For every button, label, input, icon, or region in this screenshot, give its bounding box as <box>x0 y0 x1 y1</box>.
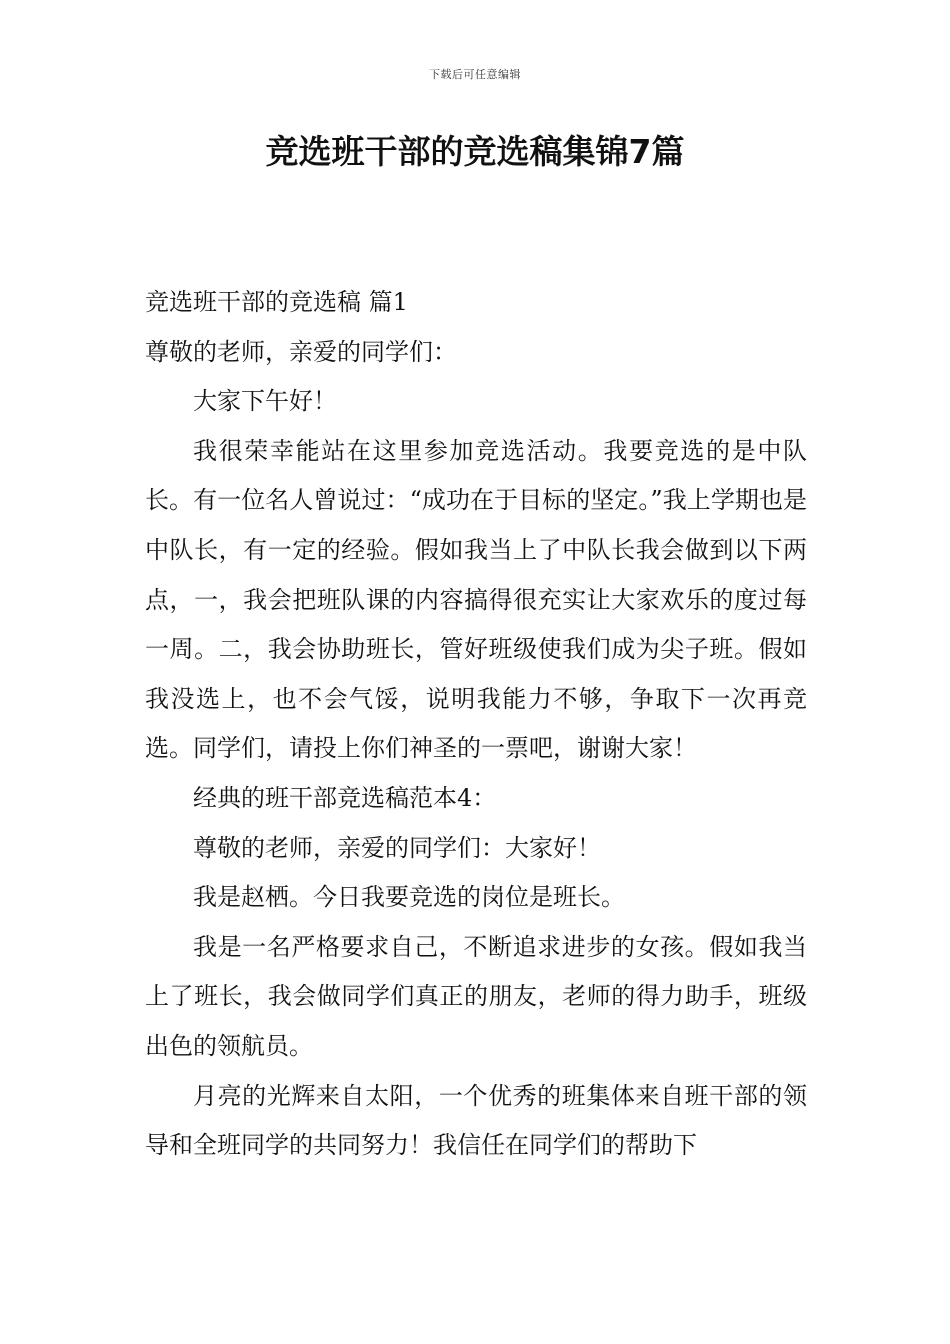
body-paragraph: 我是赵栖。今日我要竞选的岗位是班长。 <box>193 883 625 912</box>
document-title: 竞选班干部的竞选稿集锦7篇 <box>265 132 685 171</box>
salutation-paragraph-2: 尊敬的老师，亲爱的同学们：大家好！ <box>193 833 601 862</box>
document-body <box>145 278 807 1171</box>
body-paragraph: 月亮的光辉来自太阳，一个优秀的班集体来自班干部的领导和全班同学的共同努力！我信任在同学们的帮助下 <box>145 1081 807 1160</box>
body-paragraph: 我是一名严格要求自己，不断追求进步的女孩。假如我当上了班长，我会做同学们真正的朋友，老师的得力助手，班级出色的领航员。 <box>145 932 807 1060</box>
sample-heading-paragraph: 经典的班干部竞选稿范本4： <box>193 783 497 812</box>
salutation-paragraph: 尊敬的老师，亲爱的同学们： <box>145 337 457 366</box>
section-heading: 竞选班干部的竞选稿 篇1 <box>145 288 408 316</box>
greeting-paragraph: 大家下午好！ <box>193 387 337 416</box>
header-note: 下载后可任意编辑 <box>429 68 521 81</box>
body-paragraph: 我很荣幸能站在这里参加竞选活动。我要竞选的是中队长。有一位名人曾说过：“成功在于目标的坚定。”我上学期也是中队长，有一定的经验。假如我当上了中队长我会做到以下两点，一，我会把班队课的内容搞得很充实让大家欢乐的度过每一周。二，我会协助班长，管好班级使我们成为尖子班。假如我没选上，也不会气馁，说明我能力不够，争取下一次再竞选。同学们，请投上你们神圣的一票吧，谢谢大家！ <box>145 436 807 763</box>
